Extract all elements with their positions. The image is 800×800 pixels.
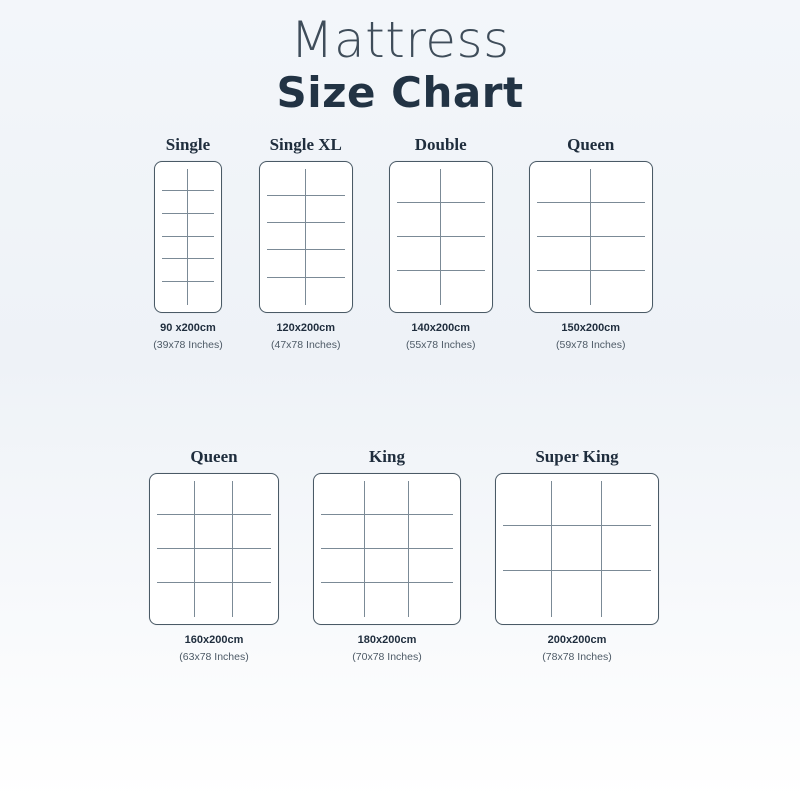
mattress-grid-cell [306,196,345,223]
mattress-grid-cell [441,203,485,237]
mattress-dimensions-cm: 90 x200cm [160,321,216,334]
mattress-grid-cell [537,203,591,237]
mattress-grid [321,481,453,617]
mattress-diagram [389,161,493,313]
mattress-grid-cell [195,515,233,549]
mattress-grid-cell [441,271,485,305]
mattress-diagram [529,161,653,313]
mattress-grid-cell [195,583,233,617]
mattress-grid-cell [552,481,601,526]
mattress-grid-cell [537,237,591,271]
mattress-dimensions-inches: (59x78 Inches) [556,338,626,351]
mattress-grid-cell [365,583,409,617]
mattress-size-item [313,447,461,663]
mattress-grid-cell [188,259,214,282]
mattress-dimensions-inches: (63x78 Inches) [179,650,249,663]
page-subtitle: Size Chart [276,67,524,117]
mattress-grid [537,169,645,305]
mattress-grid-cell [321,549,365,583]
mattress-grid-cell [365,549,409,583]
mattress-grid-cell [602,481,651,526]
mattress-name-label: Double [414,134,467,154]
mattress-grid-cell [306,223,345,250]
mattress-name-label: Queen [567,134,615,154]
mattress-grid-cell [409,583,453,617]
mattress-grid-cell [321,583,365,617]
mattress-diagram [495,473,659,625]
mattress-grid-cell [397,169,441,203]
mattress-grid [157,481,271,617]
mattress-grid [162,169,214,305]
mattress-grid-cell [188,191,214,214]
mattress-dimensions-cm: 150x200cm [561,321,621,334]
mattress-grid-cell [233,583,271,617]
mattress-grid-cell [321,481,365,515]
mattress-grid-cell [397,203,441,237]
mattress-dimensions-cm: 140x200cm [411,321,471,334]
mattress-grid-cell [321,515,365,549]
mattress-grid-cell [537,169,591,203]
mattress-grid-cell [306,169,345,196]
mattress-grid-cell [162,191,188,214]
mattress-grid-cell [162,237,188,260]
mattress-dimensions-cm: 200x200cm [547,633,607,646]
mattress-grid-cell [441,237,485,271]
mattress-grid-cell [409,481,453,515]
mattress-grid-cell [195,481,233,515]
mattress-size-item [153,135,222,351]
mattress-grid-cell [162,214,188,237]
mattress-diagram [154,161,222,313]
mattress-diagram [149,473,279,625]
mattress-grid-cell [267,250,306,277]
size-row-top [0,135,800,351]
size-row-bottom [0,447,800,663]
mattress-grid-cell [162,282,188,305]
mattress-dimensions-inches: (47x78 Inches) [271,338,341,351]
mattress-grid-cell [188,214,214,237]
mattress-dimensions-cm: 160x200cm [184,633,244,646]
mattress-grid-cell [397,271,441,305]
mattress-dimensions-inches: (39x78 Inches) [153,338,223,351]
mattress-size-item [389,135,493,351]
mattress-dimensions-cm: 120x200cm [276,321,336,334]
mattress-grid-cell [441,169,485,203]
mattress-dimensions-inches: (55x78 Inches) [406,338,476,351]
mattress-grid-cell [188,237,214,260]
mattress-name-label: Queen [190,446,238,466]
mattress-grid-cell [552,526,601,571]
mattress-grid-cell [365,481,409,515]
mattress-grid-cell [306,278,345,305]
mattress-grid-cell [188,282,214,305]
mattress-size-item [259,135,353,351]
mattress-grid-cell [591,169,645,203]
mattress-name-label: Single [165,134,211,154]
mattress-name-label: Single XL [269,134,342,154]
mattress-grid-cell [602,571,651,616]
mattress-grid-cell [503,571,552,616]
mattress-grid-cell [267,278,306,305]
chart-title-block [0,0,800,117]
mattress-name-label: Super King [535,446,619,466]
mattress-size-item [149,447,279,663]
mattress-grid [267,169,345,305]
mattress-grid-cell [157,481,195,515]
page-title: Mattress [290,11,510,69]
mattress-size-item [495,447,659,663]
mattress-grid-cell [503,481,552,526]
mattress-grid [503,481,651,617]
mattress-grid-cell [162,169,188,192]
mattress-grid-cell [233,481,271,515]
mattress-grid-cell [188,169,214,192]
mattress-dimensions-inches: (78x78 Inches) [542,650,612,663]
mattress-diagram [313,473,461,625]
mattress-grid-cell [233,549,271,583]
mattress-grid-cell [591,203,645,237]
mattress-grid-cell [157,515,195,549]
mattress-grid-cell [267,196,306,223]
mattress-grid-cell [233,515,271,549]
mattress-grid-cell [162,259,188,282]
mattress-grid-cell [409,515,453,549]
mattress-grid-cell [537,271,591,305]
mattress-grid-cell [591,271,645,305]
mattress-diagram [259,161,353,313]
mattress-grid-cell [306,250,345,277]
mattress-grid-cell [397,237,441,271]
mattress-grid-cell [195,549,233,583]
mattress-size-item [529,135,653,351]
mattress-grid-cell [267,223,306,250]
mattress-grid [397,169,485,305]
mattress-name-label: King [369,446,405,466]
mattress-grid-cell [552,571,601,616]
mattress-grid-cell [157,549,195,583]
mattress-grid-cell [602,526,651,571]
mattress-grid-cell [409,549,453,583]
mattress-dimensions-cm: 180x200cm [357,633,417,646]
mattress-grid-cell [157,583,195,617]
mattress-grid-cell [267,169,306,196]
mattress-grid-cell [503,526,552,571]
mattress-grid-cell [365,515,409,549]
mattress-dimensions-inches: (70x78 Inches) [352,650,422,663]
mattress-grid-cell [591,237,645,271]
